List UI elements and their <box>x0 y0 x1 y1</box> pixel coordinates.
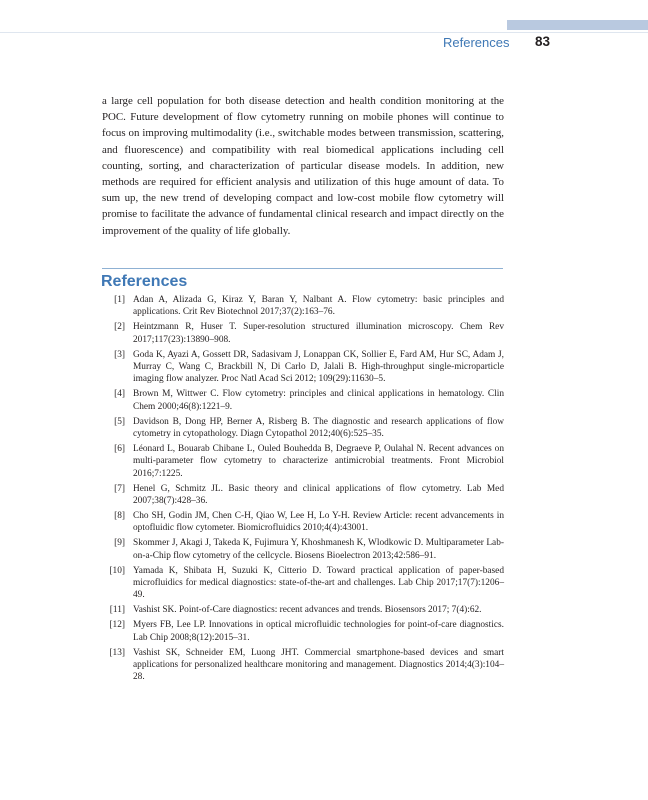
reference-text: Myers FB, Lee LP. Innovations in optical microfluidic technologies for point-of-care diagnostics. Lab Chip 2008;8(12):2015–31. <box>133 620 504 643</box>
reference-number: [9] <box>114 538 125 549</box>
reference-item <box>100 619 504 644</box>
reference-item <box>100 388 504 413</box>
reference-item <box>100 604 504 616</box>
reference-number: [1] <box>114 295 125 305</box>
reference-item <box>100 537 504 562</box>
reference-number: [13] <box>109 647 125 658</box>
header-rule <box>0 32 648 33</box>
running-head: References <box>443 35 510 50</box>
reference-item <box>100 647 504 684</box>
reference-item <box>100 565 504 602</box>
reference-item <box>100 321 504 346</box>
reference-text: Heintzmann R, Huser T. Super-resolution structured illumination microscopy. Chem Rev 2017;117(23):13890–908. <box>133 322 504 345</box>
reference-number: [8] <box>114 511 125 521</box>
reference-text: Goda K, Ayazi A, Gossett DR, Sadasivam J, Lonappan CK, Sollier E, Fard AM, Hur SC, Adam J, Murray C, Wang C, Brackbill N, Di Carlo D, Jalali B. High-throughput single-microparticle imaging flow analyzer. Proc Natl Acad Sci 2012; 109(29):11630–5. <box>133 349 504 385</box>
references-heading: References <box>101 273 188 290</box>
reference-text: Henel G, Schmitz JL. Basic theory and clinical applications of flow cytometry. Lab Med 2007;38(7):428–36. <box>133 483 504 507</box>
reference-number: [5] <box>114 416 125 427</box>
reference-item <box>100 349 504 386</box>
reference-item <box>100 416 504 441</box>
reference-number: [12] <box>109 620 125 631</box>
reference-text: Yamada K, Shibata H, Suzuki K, Citterio D. Toward practical application of paper-based microfluidics for medical diagnostics: state-of-the-art and challenges. Lab Chip 2017;17(7):1206–49. <box>133 565 504 601</box>
reference-text: Léonard L, Bouarab Chibane L, Ouled Bouhedda B, Degraeve P, Oulahal N. Recent advances on multi-parameter flow cytometry to characterize antimicrobial treatments. Front Microbiol 2016;7:1225. <box>133 443 504 479</box>
reference-text: Vashist SK, Schneider EM, Luong JHT. Commercial smartphone-based devices and smart applications for personalized healthcare monitoring and management. Diagnostics 2014;4(3):104–28. <box>133 647 504 683</box>
body-paragraph: a large cell population for both disease detection and health condition monitoring at the POC. Future development of flow cytometry running on mobile phones will continue to focus on improving multimodality (i.e., switchable modes between transmission, scattering, and fluorescence) and compatibility with real biomedical applications including cell counting, sorting, and characterization of particular disease models. In addition, new methods are required for efficient analysis and utilization of this huge amount of data. To sum up, the new trend of developing compact and low-cost mobile flow cytometry will promise to facilitate the advance of fundamental clinical research and impact directly on the improvement of the quality of life globally. <box>102 95 504 237</box>
section-rule <box>102 268 503 269</box>
reference-item <box>100 294 504 319</box>
reference-number: [4] <box>114 389 125 400</box>
reference-number: [2] <box>114 322 125 333</box>
reference-number: [11] <box>109 605 125 616</box>
reference-text: Skommer J, Akagi J, Takeda K, Fujimura Y, Khoshmanesh K, Wlodkowic D. Multiparameter Lab-on-a-Chip flow cytometry of the cellcycle. Biosens Bioelectron 2013;42:586–91. <box>133 538 504 561</box>
reference-item <box>100 510 504 535</box>
reference-number: [3] <box>114 349 125 360</box>
reference-text: Vashist SK. Point-of-Care diagnostics: recent advances and trends. Biosensors 2017; 7(4):62. <box>133 605 482 616</box>
reference-text: Cho SH, Godin JM, Chen C-H, Qiao W, Lee H, Lo Y-H. Review Article: recent advancements in optofluidic flow cytometer. Biomicrofluidics 2010;4(4):43001. <box>133 511 504 534</box>
page-number: 83 <box>535 34 551 49</box>
reference-text: Adan A, Alizada G, Kiraz Y, Baran Y, Nalbant A. Flow cytometry: basic principles and applications. Crit Rev Biotechnol 2017;37(2):163–76. <box>133 295 504 318</box>
reference-item <box>100 483 504 508</box>
reference-list <box>100 294 504 686</box>
reference-text: Brown M, Wittwer C. Flow cytometry: principles and clinical applications in hematology. Clin Chem 2000;46(8):1221–9. <box>133 389 504 412</box>
reference-number: [10] <box>109 565 125 576</box>
reference-item <box>100 443 504 480</box>
reference-number: [6] <box>114 443 125 454</box>
header-accent-bar <box>507 20 648 30</box>
reference-number: [7] <box>114 483 125 494</box>
reference-text: Davidson B, Dong HP, Berner A, Risberg B. The diagnostic and research applications of flow cytometry in cytopathology. Diagn Cytopathol 2012;40(6):525–35. <box>133 416 504 440</box>
